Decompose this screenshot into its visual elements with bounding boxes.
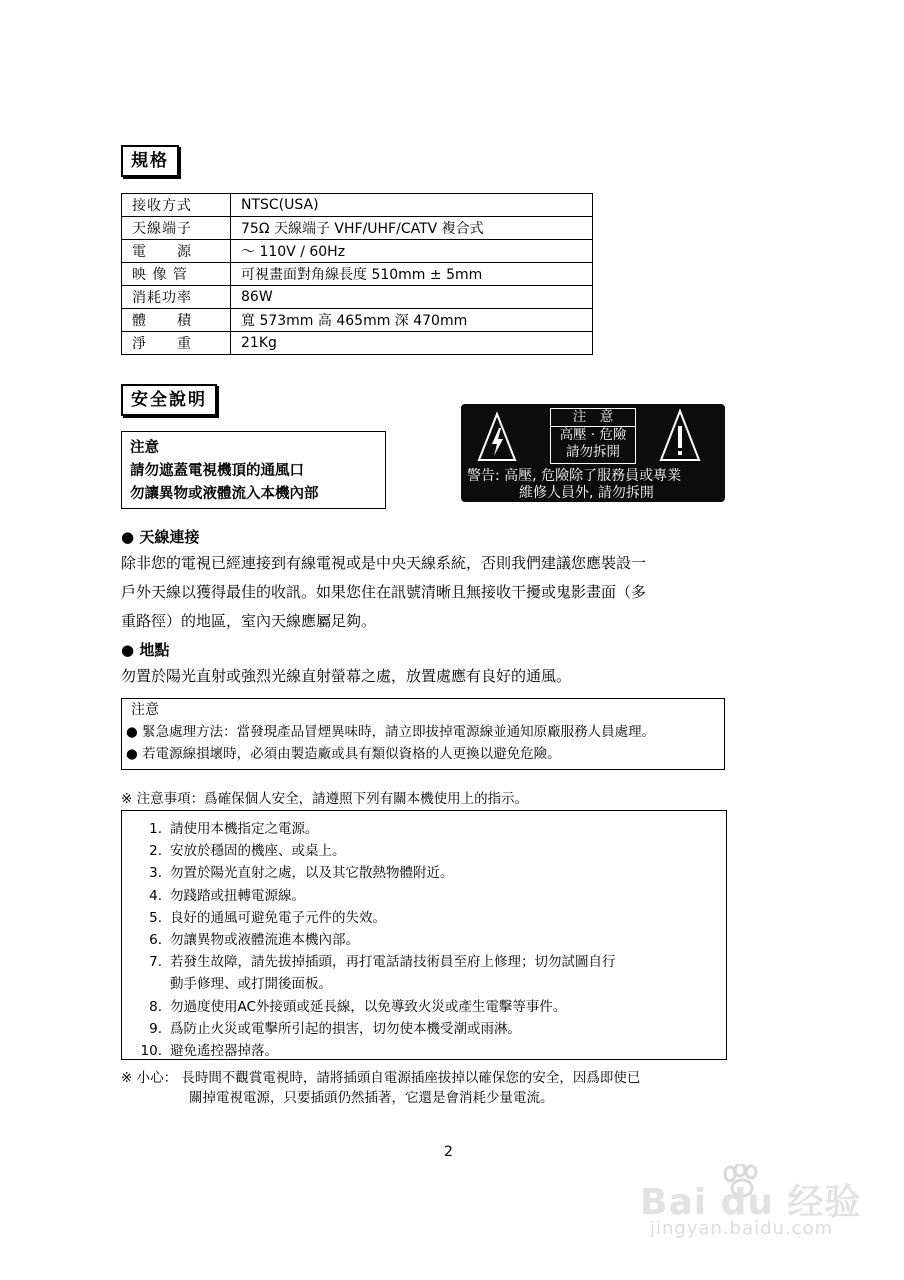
list-number: 3. — [149, 865, 162, 882]
list-number: 9. — [149, 1020, 162, 1037]
list-number: 8. — [149, 998, 162, 1015]
caution-item-text: 若電源線損壞時，必須由製造廠或具有類似資格的人更換以避免危險。 — [142, 746, 561, 762]
para-line: 重路徑）的地區，室內天線應屬足夠。 — [121, 612, 377, 630]
spec-key: 消耗功率 — [122, 286, 231, 309]
list-text: 良好的通風可避免電子元件的失效。 — [170, 909, 386, 926]
spec-key: 體 積 — [122, 309, 231, 332]
careful-note — [121, 1068, 640, 1108]
list-number — [132, 973, 170, 995]
spec-value: 可視畫面對角線長度 510mm ± 5mm — [231, 263, 593, 286]
spec-value: 寬 573mm 高 465mm 深 470mm — [231, 309, 593, 332]
note-title: 注意 — [130, 440, 159, 456]
list-item — [132, 862, 726, 884]
list-text: 勿置於陽光直射之處，以及其它散熱物體附近。 — [170, 865, 454, 882]
spec-table — [121, 193, 593, 355]
list-number: 2. — [149, 843, 162, 860]
emergency-caution-box — [121, 698, 725, 770]
spec-row — [122, 240, 593, 263]
spec-value: 21Kg — [231, 332, 593, 355]
list-text: 爲防止火災或電擊所引起的損害，切勿使本機受潮或雨淋。 — [170, 1020, 521, 1037]
list-item — [132, 973, 726, 995]
spec-row — [122, 263, 593, 286]
spec-key: 淨 重 — [122, 332, 231, 355]
spec-row — [122, 194, 593, 217]
caution-item: ● 緊急處理方法：當發現產品冒煙異味時，請立即拔掉電源線並通知原廠服務人員處理。 — [126, 724, 656, 740]
notice-intro: ※ 注意事項：爲確保個人安全，請遵照下列有關本機使用上的指示。 — [121, 791, 529, 807]
warning-line: 警告: 高壓, 危險除了服務員或專業 — [467, 468, 682, 484]
warning-text — [467, 468, 723, 502]
list-text: 勿踐踏或扭轉電源線。 — [170, 887, 305, 904]
location-text: 勿置於陽光直射或強烈光線直射螢幕之處，放置處應有良好的通風。 — [121, 667, 572, 685]
location-heading-text: 地點 — [139, 641, 170, 659]
spec-row — [122, 286, 593, 309]
instructions-list — [121, 810, 727, 1060]
list-item — [132, 840, 726, 862]
list-text: 請使用本機指定之電源。 — [170, 821, 319, 837]
caution-item: ● 若電源線損壞時，必須由製造廠或具有類似資格的人更換以避免危險。 — [126, 746, 561, 762]
list-text: 安放於穩固的機座、或桌上。 — [170, 843, 346, 860]
careful-line: 關掉電視電源，只要插頭仍然插著，它還是會消耗少量電流。 — [189, 1090, 554, 1106]
note-line: 請勿遮蓋電視機頂的通風口 — [130, 463, 304, 479]
spec-key: 電 源 — [122, 240, 231, 263]
list-number: 5. — [149, 909, 162, 926]
spec-value: 86W — [231, 286, 593, 309]
spec-title: 規格 — [121, 145, 179, 177]
page-number: 2 — [444, 1144, 453, 1160]
para-line: 戶外天線以獲得最佳的收訊。如果您住在訊號清晰且無接收干擾或鬼影畫面（多 — [121, 583, 647, 601]
list-item — [132, 907, 726, 929]
list-item — [132, 951, 726, 973]
spec-value: ～ 110V / 60Hz — [231, 240, 593, 263]
spec-key: 接收方式 — [122, 194, 231, 217]
do-not-open-text: 請勿拆開 — [566, 444, 620, 460]
high-voltage-text: 高壓 · 危險 — [559, 427, 627, 443]
caution-item-text: 緊急處理方法：當發現產品冒煙異味時，請立即拔掉電源線並通知原廠服務人員處理。 — [142, 724, 656, 740]
spec-key: 映 像 管 — [122, 263, 231, 286]
spec-value: 75Ω 天線端子 VHF/UHF/CATV 複合式 — [231, 217, 593, 240]
list-number: 4. — [149, 887, 162, 904]
careful-line: 長時間不觀賞電視時，請將插頭自電源插座拔掉以確保您的安全，因爲即使已 — [181, 1070, 641, 1086]
list-item — [132, 1040, 726, 1062]
caution-title: 注意 — [131, 702, 159, 718]
spec-row — [122, 217, 593, 240]
list-item — [132, 996, 726, 1018]
list-text: 勿讓異物或液體流進本機內部。 — [170, 932, 359, 949]
careful-label: ※ 小心： — [121, 1070, 178, 1086]
spec-row — [122, 309, 593, 332]
list-text: 動手修理、或打開後面板。 — [170, 976, 332, 993]
watermark — [640, 1164, 860, 1240]
list-item — [132, 1018, 726, 1040]
antenna-heading-text: 天線連接 — [139, 528, 200, 546]
safety-title: 安全說明 — [121, 384, 217, 416]
location-heading: ● 地點 — [121, 641, 170, 659]
spec-value: NTSC(USA) — [231, 194, 593, 217]
warning-label — [461, 404, 725, 502]
list-text: 若發生故障，請先拔掉插頭，再打電話請技術員至府上修理；切勿試圖自行 — [170, 954, 616, 971]
list-item — [132, 818, 726, 840]
list-item — [132, 885, 726, 907]
watermark-url: jingyan.baidu.com — [650, 1218, 834, 1239]
note-line: 勿讓異物或液體流入本機內部 — [130, 486, 319, 502]
exclamation-icon — [657, 408, 703, 464]
spec-key: 天線端子 — [122, 217, 231, 240]
vent-note-box — [121, 431, 386, 509]
para-line: 除非您的電視已經連接到有線電視或是中央天線系統，否則我們建議您應裝設一 — [121, 554, 647, 572]
list-text: 勿過度使用AC外接頭或延長線，以免導致火災或產生電擊等事件。 — [170, 998, 567, 1015]
list-number: 1. — [149, 821, 162, 837]
list-number: 6. — [149, 932, 162, 949]
spec-row — [122, 332, 593, 355]
caution-panel — [550, 408, 636, 464]
warning-line: 維修人員外, 請勿拆開 — [519, 485, 654, 501]
list-text: 避免遙控器掉落。 — [170, 1043, 278, 1060]
list-number: 10. — [140, 1043, 162, 1060]
list-number: 7. — [149, 954, 162, 971]
list-item — [132, 929, 726, 951]
antenna-heading: ● 天線連接 — [121, 528, 200, 546]
caution-heading: 注 意 — [551, 409, 635, 427]
high-voltage-icon — [475, 410, 519, 464]
watermark-brand: Bai du 经验 — [640, 1182, 862, 1223]
antenna-paragraph — [121, 549, 731, 636]
